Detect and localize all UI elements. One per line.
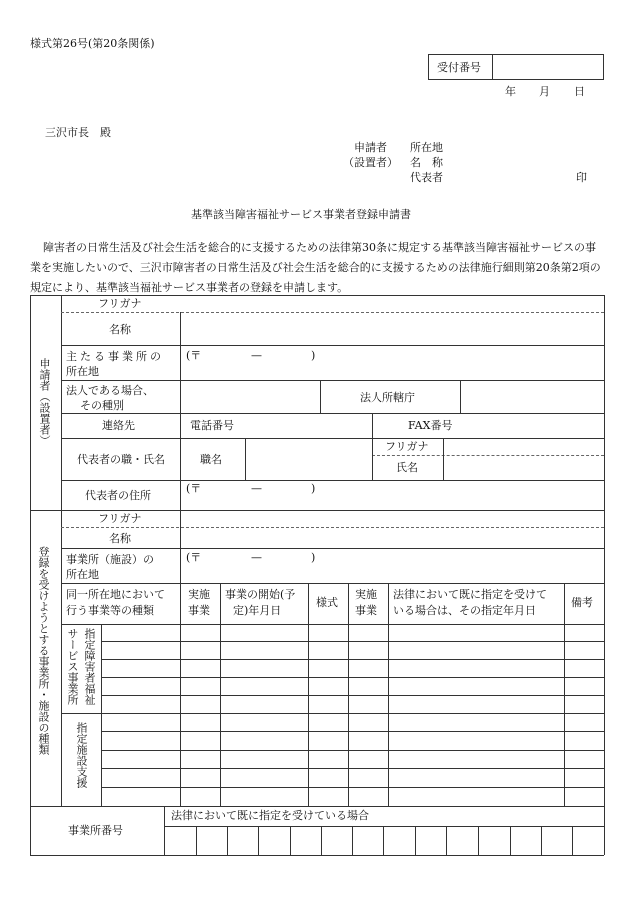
installer-label: （設置者） xyxy=(343,156,398,169)
date-month: 月 xyxy=(539,85,550,98)
col-designated-2: いる場合は、その指定年月日 xyxy=(393,604,536,617)
office-label: 事業所（施設）の xyxy=(66,553,154,566)
s1-furigana-label: フリガナ xyxy=(98,297,142,310)
contact-label: 連絡先 xyxy=(102,419,135,432)
receipt-number-label: 受付番号 xyxy=(437,61,481,74)
office-label-2: 所在地 xyxy=(66,568,99,581)
postal-dash-1: — xyxy=(251,349,262,362)
phone-label: 電話番号 xyxy=(190,419,234,432)
applicant-label: 申請者 xyxy=(354,141,387,154)
fax-label: FAX番号 xyxy=(408,419,453,432)
postal-dash-3: — xyxy=(251,551,262,564)
main-office-label: 主たる事業所の xyxy=(66,350,164,363)
postal-open-2: (〒 xyxy=(186,482,202,495)
seal-mark: 印 xyxy=(576,171,587,184)
postal-close-3: ) xyxy=(311,551,316,564)
name-label: 名 称 xyxy=(410,156,443,169)
col-same-location: 同一所在地において xyxy=(66,588,165,601)
corp-authority-label: 法人所轄庁 xyxy=(360,391,415,404)
postal-open-3: (〒 xyxy=(186,551,202,564)
office-number-label: 事業所番号 xyxy=(68,824,123,837)
col-start-date-2: 定)年月日 xyxy=(233,604,282,617)
address-label: 所在地 xyxy=(410,141,443,154)
s2-furigana-label: フリガナ xyxy=(98,512,142,525)
rep-address-label: 代表者の住所 xyxy=(85,489,151,502)
col-same-location-2: 行う事業等の種類 xyxy=(66,604,154,617)
group-facility-label: 指定施設支援 xyxy=(75,722,88,788)
col-implemented-2: 事業 xyxy=(188,604,210,617)
office-number-note: 法律において既に指定を受けている場合 xyxy=(171,809,369,822)
section2-label: 登録を受けようとする事業所・施設の種類 xyxy=(37,546,50,755)
body-paragraph: 障害者の日常生活及び社会生活を総合的に支援するための法律第30条に規定する基準該当障害福祉サービスの事業を実施したいので、三沢市障害者の日常生活及び社会生活を総合的に支援するための法律施行細則第20条第2項の規定により、基準該当福祉サービス事業者の登録を申請します。 xyxy=(30,241,601,294)
rep-furigana-label: フリガナ xyxy=(385,440,429,453)
corp-type-label: 法人である場合、 xyxy=(66,384,154,397)
corp-type-label-2: その種別 xyxy=(80,399,124,412)
full-name-label: 氏名 xyxy=(396,461,418,474)
col-implemented: 実施 xyxy=(188,588,210,601)
col-start-date: 事業の開始(予 xyxy=(225,588,296,601)
postal-close-2: ) xyxy=(311,482,316,495)
addressee: 三沢市長 殿 xyxy=(45,126,111,139)
representative-label: 代表者 xyxy=(410,171,443,184)
s1-name-label: 名称 xyxy=(109,323,131,336)
postal-dash-2: — xyxy=(251,482,262,495)
group-service-label: サービス事業所 xyxy=(66,628,79,705)
col-designated: 法律において既に指定を受けて xyxy=(393,588,547,601)
document-title: 基準該当障害福祉サービス事業者登録申請書 xyxy=(191,208,411,221)
postal-close-1: ) xyxy=(311,349,316,362)
section1-label: 申請者（設置者） xyxy=(38,358,51,446)
s2-name-label: 名称 xyxy=(109,532,131,545)
col-style: 様式 xyxy=(316,596,338,609)
col-implemented-b: 実施 xyxy=(355,588,377,601)
receipt-number-box xyxy=(428,54,604,80)
col-implemented-b-2: 事業 xyxy=(355,604,377,617)
rep-name-label: 代表者の職・氏名 xyxy=(77,453,165,466)
postal-open-1: (〒 xyxy=(186,349,202,362)
form-number: 様式第26号(第20条関係) xyxy=(30,37,155,50)
position-label: 職名 xyxy=(200,453,222,466)
date-day: 日 xyxy=(574,85,585,98)
col-remarks: 備考 xyxy=(571,596,593,609)
main-office-label-2: 所在地 xyxy=(66,365,99,378)
date-year: 年 xyxy=(505,85,516,98)
group-service-label-2: 指定障害者福祉 xyxy=(83,628,96,705)
